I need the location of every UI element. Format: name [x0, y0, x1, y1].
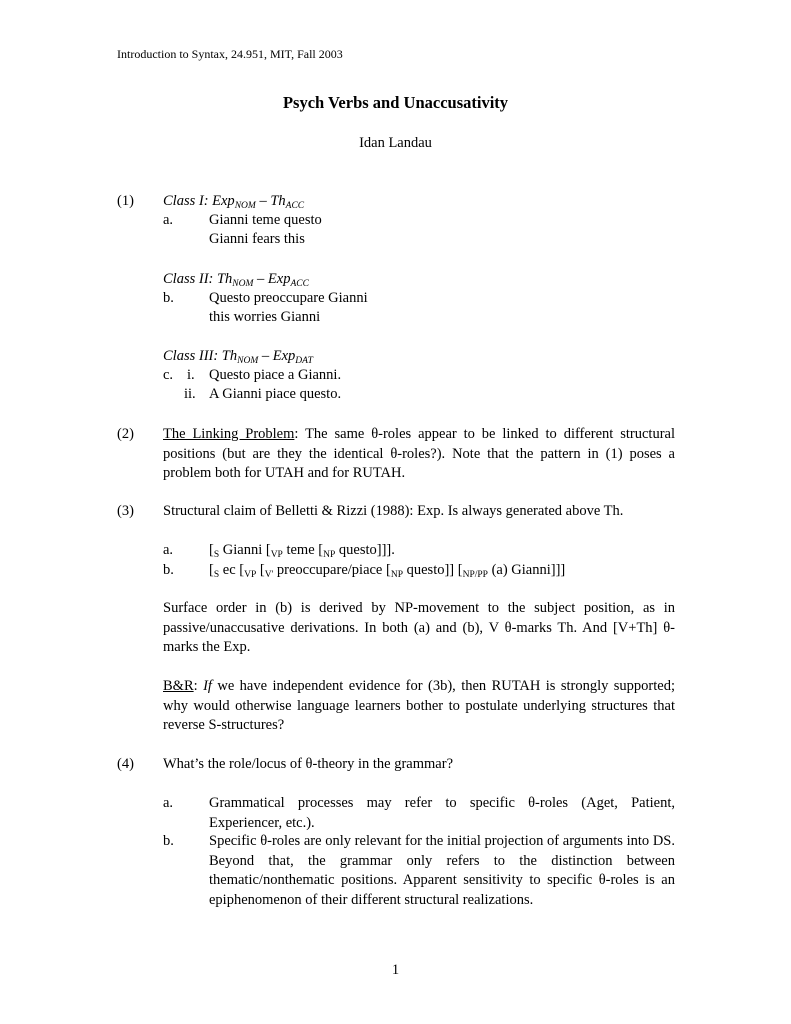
- structural-claim: Structural claim of Belletti & Rizzi (1988): Exp. Is always generated above Th.: [163, 503, 624, 519]
- example-2-number: (2): [117, 426, 134, 442]
- example-4a-text: Grammatical processes may refer to specific θ-roles (Aget, Patient, Experiencer, etc.).: [209, 795, 675, 831]
- linking-problem-term: The Linking Problem: [163, 426, 295, 442]
- example-1a-line2: Gianni fears this: [209, 231, 305, 247]
- document-title: Psych Verbs and Unaccusativity: [282, 93, 509, 112]
- example-3-number: (3): [117, 503, 134, 519]
- example-1c-letter: c.: [163, 367, 174, 383]
- example-1b-line1: Questo preoccupare Gianni: [209, 290, 368, 306]
- example-1a-line1: Gianni teme questo: [209, 212, 322, 228]
- example-4-number: (4): [117, 756, 134, 772]
- example-4a-letter: a.: [163, 795, 174, 811]
- surface-order-paragraph: Surface order in (b) is derived by NP-movement to the subject position, as in passive/unaccusative derivations. In both (a) and (b), V θ-marks Th. And [V+Th] θ-marks the Exp.: [163, 600, 675, 655]
- example-1c-i-text: Questo piace a Gianni.: [209, 367, 342, 383]
- author-name: Idan Landau: [359, 135, 432, 151]
- page-number: 1: [391, 962, 400, 978]
- example-1a-letter: a.: [163, 212, 174, 228]
- course-header: Introduction to Syntax, 24.951, MIT, Fall 2003: [117, 47, 343, 61]
- example-4b-text: Specific θ-roles are only relevant for the initial projection of arguments into DS. Beyond that, the grammar only refers to the distinction between thematic/nonthematic positions. Apparent sensitivity to specific θ-roles is an epiphenomenon of their different structural realizations.: [209, 833, 675, 908]
- theta-theory-question: What’s the role/locus of θ-theory in the grammar?: [163, 756, 453, 772]
- class-2-label: Class II: $Th_{NOM} - Exp_{ACC}$: [163, 271, 309, 289]
- example-3a-letter: a.: [163, 542, 174, 558]
- br-paragraph: B&R: If we have independent evidence for (3b), then RUTAH is strongly supported; why would otherwise language learners bother to postulate underlying structures that reverse S-structures?: [163, 678, 676, 733]
- example-1b-line2: this worries Gianni: [209, 309, 321, 325]
- example-3b-letter: b.: [163, 562, 174, 578]
- example-4b-letter: b.: [163, 833, 174, 849]
- example-1b-letter: b.: [163, 290, 174, 306]
- example-3a-structure: [$_S$ Gianni [$_{VP}$ teme [$_{NP}$ questo]]].: [209, 542, 395, 560]
- class-1-label: Class I: $Exp_{NOM} - Th_{ACC}$: [163, 193, 305, 211]
- example-1-number: (1): [117, 193, 134, 209]
- linking-problem-paragraph: The Linking Problem: The same θ-roles appear to be linked to different structural positions (but are they the identical θ-roles?). Note that the pattern in (1) poses a problem both for UTAH and for RUTAH.: [163, 426, 675, 481]
- example-1c-ii-text: A Gianni piace questo.: [209, 386, 342, 402]
- example-3b-structure: [$_S$ ec [$_{VP}$ [$_{V'}$ preoccupare/piace [$_{NP}$ questo]] [$_{NP/PP}$ (a) Gianni]]]: [209, 562, 566, 580]
- class-3-label: Class III: $Th_{NOM} - Exp_{DAT}$: [163, 348, 313, 366]
- example-1c-i-label: i.: [187, 367, 195, 383]
- br-label: B&R: [163, 678, 194, 694]
- example-1c-ii-label: ii.: [184, 386, 196, 402]
